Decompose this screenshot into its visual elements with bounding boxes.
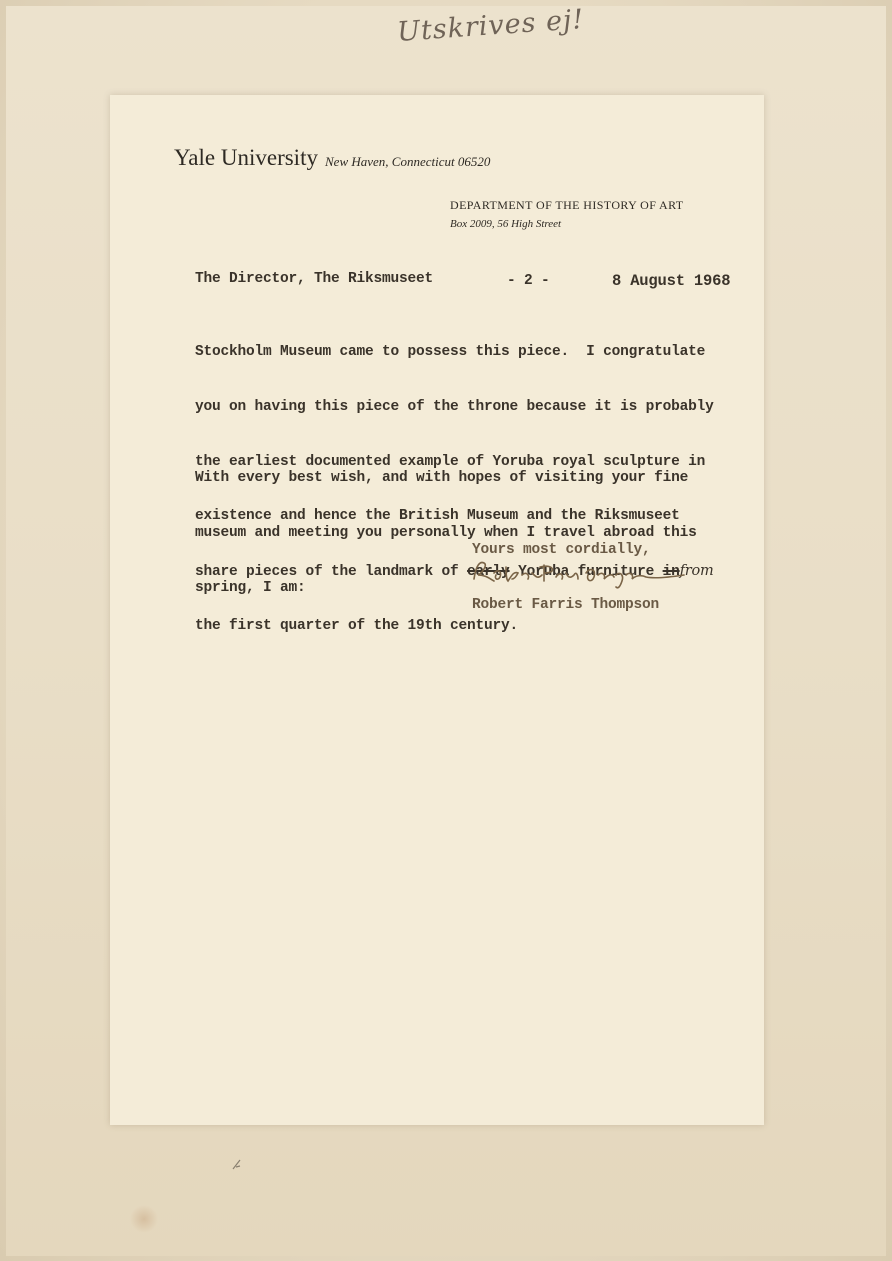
struck-word: in — [662, 563, 680, 580]
struck-word: early — [467, 563, 510, 580]
handwritten-signature — [466, 553, 691, 593]
body-line: spring, I am: — [195, 580, 306, 597]
pencil-mark — [231, 1157, 243, 1171]
archive-handwritten-note: Utskrives ej! — [396, 3, 586, 48]
body-line: existence and hence the British Museum and the Riksmuseet — [195, 508, 680, 525]
body-text: Yoruba furniture — [509, 563, 663, 580]
body-line: Stockholm Museum came to possess this piece. I congratulate — [195, 344, 706, 361]
header-page-number: - 2 - — [507, 273, 550, 289]
signer-name: Robert Farris Thompson — [472, 597, 660, 613]
letterhead-department: DEPARTMENT OF THE HISTORY OF ART — [450, 198, 684, 212]
letterhead-address: Box 2009, 56 High Street — [450, 218, 562, 230]
closing-salutation: Yours most cordially, — [472, 542, 651, 558]
body-line: With every best wish, and with hopes of visiting your fine — [195, 469, 689, 486]
letterhead-location: New Haven, Connecticut 06520 — [325, 154, 491, 169]
body-line: museum and meeting you personally when I travel abroad this — [195, 525, 697, 542]
body-line: the first quarter of the 19th century. — [195, 618, 519, 635]
header-date: 8 August 1968 — [612, 272, 731, 290]
body-line: you on having this piece of the throne because it is probably — [195, 399, 714, 416]
letterhead-institution: Yale University — [174, 145, 318, 170]
handwritten-correction: from — [679, 562, 714, 579]
paper-stain — [130, 1205, 158, 1233]
body-line: the earliest documented example of Yoruba royal sculpture in — [195, 453, 706, 470]
header-recipient: The Director, The Riksmuseet — [195, 271, 434, 287]
letter-page — [110, 95, 764, 1125]
body-text: share pieces of the landmark of — [195, 563, 468, 580]
